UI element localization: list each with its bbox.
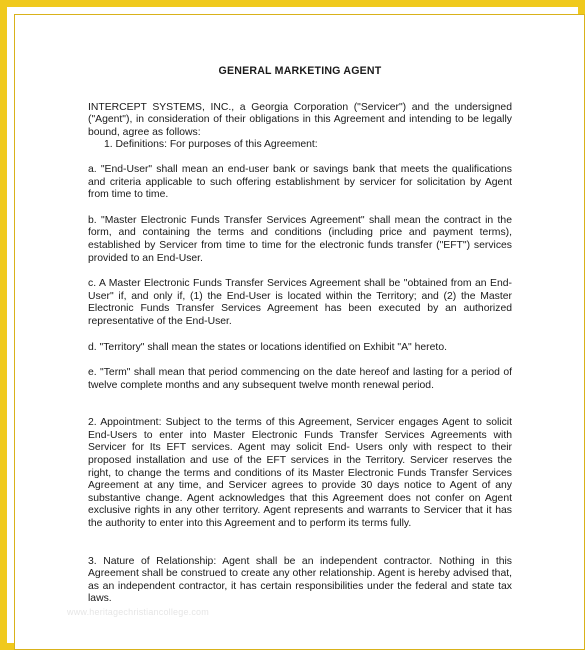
definition-end-user: a. "End-User" shall mean an end-user bank or savings bank that meets the qualifications and criteria applicable to such offering establishment by servicer for solicitation by Agent from time to time. bbox=[88, 163, 512, 201]
appointment-paragraph: 2. Appointment: Subject to the terms of this Agreement, Servicer engages Agent to solicit End-Users to enter into Master Electronic Funds Transfer Services Agreements with Servicer for Its EFT services. Agent may solicit End- Users only with respect to their proposed installation and use of the EFT services in the Territory. Servicer reserves the right, to change the terms and conditions of its Master Electronic Funds Transfer Services Agreement at any time, and Servicer agrees to provide 30 days notice to Agent of any substantive change. Agent acknowledges that this Agreement does not confer on Agent exclusive rights in any other territory. Agent represents and warrants to Servicer that it has the authority to enter into this Agreement and to perform its terms fully. bbox=[88, 417, 512, 530]
definitions-heading: 1. Definitions: For purposes of this Agreement: bbox=[104, 139, 318, 151]
document-page bbox=[88, 65, 512, 606]
document-title: GENERAL MARKETING AGENT bbox=[218, 65, 382, 77]
definition-master-agreement: b. "Master Electronic Funds Transfer Services Agreement" shall mean the contract in the form, and containing the terms and conditions (including price and payment terms), established by Servicer from time to time for the electronic funds transfer ("EFT") services provided to an End-User. bbox=[88, 214, 512, 264]
watermark-text: www.heritagechristiancollege.com bbox=[67, 607, 209, 617]
relationship-paragraph: 3. Nature of Relationship: Agent shall be an independent contractor. Nothing in this Agreement shall be construed to create any other relationship. Agent is hereby advised that, as an independent contractor, it has certain responsibilities under the federal and state tax laws. bbox=[88, 555, 512, 605]
definition-term: e. "Term" shall mean that period commencing on the date hereof and lasting for a period of twelve complete months and any subsequent twelve month renewal period. bbox=[88, 367, 512, 391]
definition-obtained: c. A Master Electronic Funds Transfer Services Agreement shall be "obtained from an End-User" if, and only if, (1) the End-User is located within the Territory; and (2) the Master Electronic Funds Transfer Services Agreement has been executed by an authorized representative of the End-User. bbox=[88, 278, 512, 327]
intro-paragraph: INTERCEPT SYSTEMS, INC., a Georgia Corporation ("Servicer") and the undersigned ("Agent"), in consideration of their obligations in this Agreement and intending to be legally bound, agree as follows: bbox=[88, 101, 512, 138]
definition-territory: d. "Territory" shall mean the states or locations identified on Exhibit "A" hereto. bbox=[88, 341, 447, 353]
